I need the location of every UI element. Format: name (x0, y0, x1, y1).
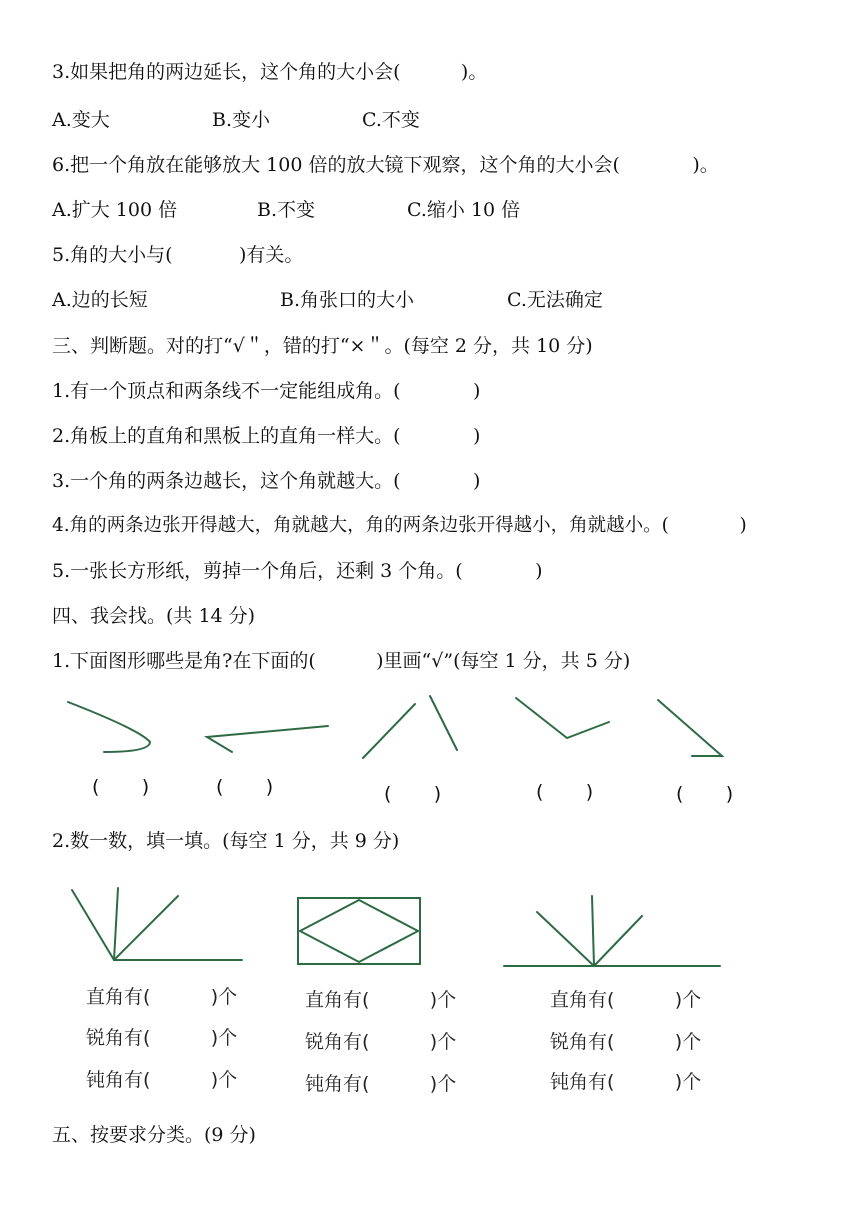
judge-item-5: 5.一张长方形纸，剪掉一个角后，还剩 3 个角。( ) (52, 560, 543, 582)
figure-3-open-lines (363, 696, 457, 758)
section4-heading: 四、我会找。(共 14 分) (52, 605, 256, 627)
section5-heading: 五、按要求分类。(9 分) (52, 1124, 256, 1146)
rectangle-rhombus-figure (298, 898, 420, 964)
q6-option-b: B.不变 (257, 199, 316, 221)
q6-option-a: A.扩大 100 倍 (52, 199, 178, 221)
fig2-right-angle-count: 直角有( )个 (305, 989, 457, 1011)
answer-blank-3[interactable]: ( ) (384, 783, 442, 805)
fig3-acute-angle-count: 锐角有( )个 (550, 1031, 702, 1053)
angle-figures (0, 690, 860, 770)
section3-heading: 三、判断题。对的打“√＂，错的打“×＂。(每空 2 分，共 10 分) (52, 335, 593, 357)
q3-option-c: C.不变 (362, 109, 420, 131)
judge-item-3: 3.一个角的两条边越长，这个角就越大。( ) (52, 470, 481, 492)
q6-stem: 6.把一个角放在能够放大 100 倍的放大镜下观察，这个角的大小会( )。 (52, 154, 719, 176)
q5-option-c: C.无法确定 (507, 289, 603, 311)
q5-stem: 5.角的大小与( )有关。 (52, 244, 304, 266)
fig3-right-angle-count: 直角有( )个 (550, 989, 702, 1011)
q3-option-b: B.变小 (212, 109, 271, 131)
figure-5-angle (658, 700, 722, 756)
fan-figure-3 (504, 896, 720, 966)
fig1-acute-angle-count: 锐角有( )个 (86, 1027, 238, 1049)
q3-option-a: A.变大 (52, 109, 110, 131)
answer-blank-2[interactable]: ( ) (216, 776, 274, 798)
fig1-obtuse-angle-count: 钝角有( )个 (86, 1069, 238, 1091)
q3-stem: 3.如果把角的两边延长，这个角的大小会( )。 (52, 61, 488, 83)
figure-4-angle (516, 698, 609, 738)
counting-figures (0, 870, 860, 980)
section4-q1: 1.下面图形哪些是角?在下面的( )里画“√”(每空 1 分，共 5 分) (52, 650, 631, 672)
figure-1-curved-shape (68, 702, 150, 752)
fan-figure-1 (72, 888, 242, 960)
section4-q2: 2.数一数，填一填。(每空 1 分，共 9 分) (52, 830, 400, 852)
judge-item-4: 4.角的两条边张开得越大，角就越大，角的两条边张开得越小，角就越小。( ) (52, 515, 747, 536)
fig2-obtuse-angle-count: 钝角有( )个 (305, 1073, 457, 1095)
fig3-obtuse-angle-count: 钝角有( )个 (550, 1071, 702, 1093)
answer-blank-4[interactable]: ( ) (536, 781, 594, 803)
judge-item-2: 2.角板上的直角和黑板上的直角一样大。( ) (52, 425, 481, 447)
fig2-acute-angle-count: 锐角有( )个 (305, 1031, 457, 1053)
answer-blank-5[interactable]: ( ) (676, 783, 734, 805)
figure-2-angle (207, 726, 328, 752)
fig1-right-angle-count: 直角有( )个 (86, 986, 238, 1008)
judge-item-1: 1.有一个顶点和两条线不一定能组成角。( ) (52, 380, 481, 402)
answer-blank-1[interactable]: ( ) (92, 776, 150, 798)
q5-option-a: A.边的长短 (52, 289, 148, 311)
q5-option-b: B.角张口的大小 (280, 289, 415, 311)
q6-option-c: C.缩小 10 倍 (407, 199, 521, 221)
